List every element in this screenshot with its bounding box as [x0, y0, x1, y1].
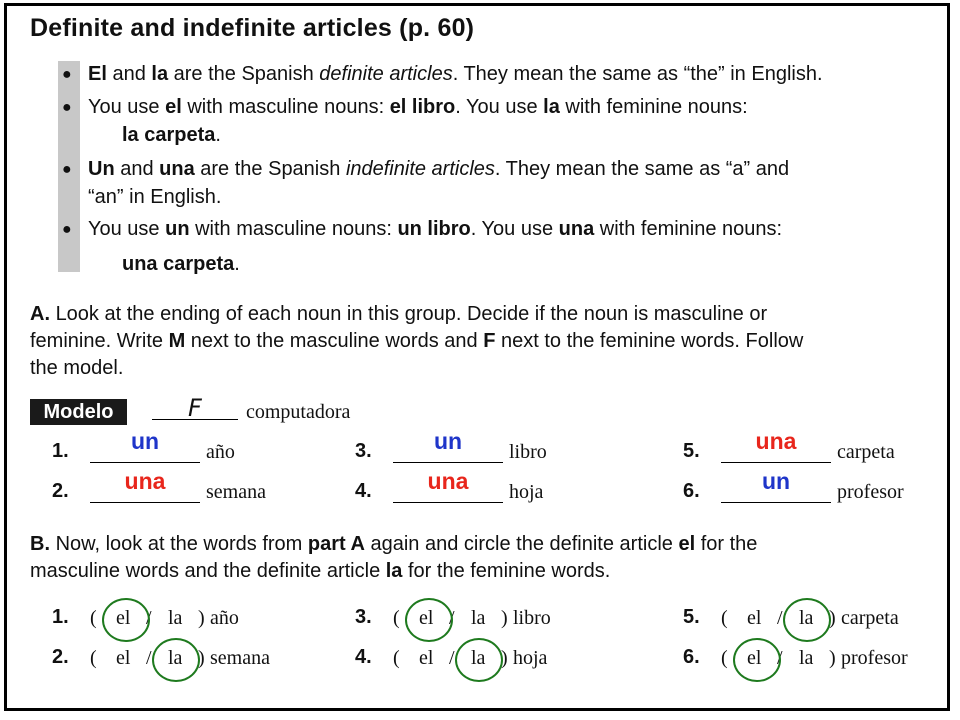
open-paren: ( [90, 607, 97, 629]
bullet-icon: ● [62, 161, 72, 178]
part-a-instructions: A. Look at the ending of each noun in this group. Decide if the noun is masculine or [30, 303, 768, 325]
item-number: 5. [683, 606, 700, 628]
answer-blank-line [393, 502, 503, 503]
choice-el[interactable]: el [419, 647, 434, 669]
choice-el[interactable]: el [747, 647, 762, 669]
slash: / [146, 607, 152, 629]
item-number: 6. [683, 646, 700, 668]
noun-word: hoja [513, 647, 548, 669]
answer-text[interactable]: una [755, 428, 797, 454]
answer-text[interactable]: una [124, 468, 166, 494]
open-paren: ( [90, 647, 97, 669]
choice-la[interactable]: la [471, 647, 486, 669]
choice-la[interactable]: la [471, 607, 486, 629]
slash: / [146, 647, 152, 669]
note-line: You use un with masculine nouns: un libro. You use una with feminine nouns: [88, 218, 783, 240]
choice-la[interactable]: la [799, 607, 814, 629]
noun-word: año [210, 607, 239, 629]
item-number: 3. [355, 606, 372, 628]
noun-word: libro [509, 441, 547, 463]
slash: / [777, 607, 783, 629]
bullet-icon: ● [62, 66, 72, 83]
answer-circle [783, 598, 831, 642]
bullet-icon: ● [62, 221, 72, 238]
page-title: Definite and indefinite articles (p. 60) [30, 14, 475, 42]
close-paren: ) [198, 647, 205, 669]
answer-blank-line [90, 462, 200, 463]
item-number: 2. [52, 480, 69, 502]
slash: / [449, 607, 455, 629]
item-number: 4. [355, 480, 372, 502]
close-paren: ) [501, 647, 508, 669]
answer-text[interactable]: un [130, 428, 160, 454]
noun-word: año [206, 441, 235, 463]
item-number: 3. [355, 440, 372, 462]
answer-circle [405, 598, 453, 642]
choice-la[interactable]: la [168, 607, 183, 629]
item-number: 6. [683, 480, 700, 502]
modelo-answer: F [188, 394, 202, 422]
noun-word: carpeta [837, 441, 895, 463]
choice-la[interactable]: la [799, 647, 814, 669]
note-line: You use el with masculine nouns: el libro. You use la with feminine nouns: [88, 96, 748, 118]
noun-word: profesor [837, 481, 904, 503]
modelo-label: Modelo [30, 399, 127, 425]
answer-blank-line [721, 502, 831, 503]
answer-text[interactable]: un [761, 468, 791, 494]
answer-text[interactable]: un [433, 428, 463, 454]
noun-word: carpeta [841, 607, 899, 629]
choice-el[interactable]: el [747, 607, 762, 629]
open-paren: ( [721, 647, 728, 669]
answer-circle [152, 638, 200, 682]
item-number: 2. [52, 646, 69, 668]
noun-word: semana [206, 481, 266, 503]
modelo-word: computadora [246, 401, 351, 423]
note-line: la carpeta. [122, 124, 221, 146]
open-paren: ( [393, 607, 400, 629]
close-paren: ) [829, 647, 836, 669]
note-line: Un and una are the Spanish indefinite articles. They mean the same as “a” and [88, 158, 790, 180]
slash: / [449, 647, 455, 669]
slash: / [777, 647, 783, 669]
answer-circle [102, 598, 150, 642]
note-line: una carpeta. [122, 253, 240, 275]
answer-circle [455, 638, 503, 682]
choice-el[interactable]: el [419, 607, 434, 629]
open-paren: ( [721, 607, 728, 629]
answer-blank-line [393, 462, 503, 463]
part-a-instructions: the model. [30, 357, 124, 379]
part-b-instructions: masculine words and the definite article la for the feminine words. [30, 560, 611, 582]
close-paren: ) [198, 607, 205, 629]
open-paren: ( [393, 647, 400, 669]
answer-text[interactable]: una [427, 468, 469, 494]
noun-word: profesor [841, 647, 908, 669]
item-number: 1. [52, 440, 69, 462]
note-line: El and la are the Spanish definite articles. They mean the same as “the” in English. [88, 63, 823, 85]
answer-circle [733, 638, 781, 682]
choice-el[interactable]: el [116, 607, 131, 629]
bullet-icon: ● [62, 99, 72, 116]
answer-blank-line [90, 502, 200, 503]
choice-el[interactable]: el [116, 647, 131, 669]
note-line: “an” in English. [88, 186, 222, 208]
noun-word: semana [210, 647, 270, 669]
part-a-instructions: feminine. Write M next to the masculine words and F next to the feminine words. Follow [30, 330, 804, 352]
part-b-instructions: B. Now, look at the words from part A again and circle the definite article el for the [30, 533, 758, 555]
close-paren: ) [501, 607, 508, 629]
item-number: 5. [683, 440, 700, 462]
noun-word: libro [513, 607, 551, 629]
answer-blank-line [721, 462, 831, 463]
close-paren: ) [829, 607, 836, 629]
noun-word: hoja [509, 481, 544, 503]
item-number: 4. [355, 646, 372, 668]
choice-la[interactable]: la [168, 647, 183, 669]
item-number: 1. [52, 606, 69, 628]
